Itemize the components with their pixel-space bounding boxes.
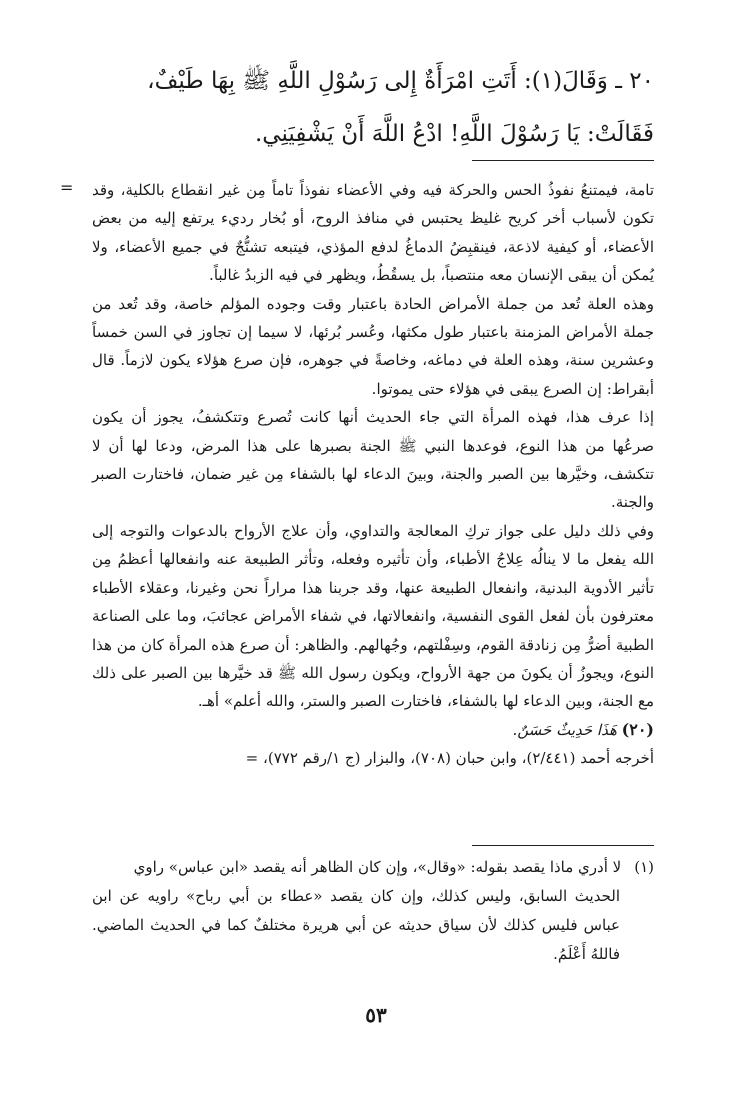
commentary-paragraph: وفي ذلك دليل على جواز تركِ المعالجة والتداوي، وأن علاج الأرواح بالدعوات والتوجه إلى الله يفعل ما لا ينالُه عِلاجُ الأطباء، وأن تأثيره وفعله، وتأثر الطبيعة عنه وانفعالها أعظمُ مِن تأثير الأدوية البدنية، وانفعال الطبيعة عنها، وقد جربنا هذا مراراً نحن وغيرنا، وعقلاء الأطباء معترفون بأن لفعل القوى النفسية، وانفعالاتها، في شفاء الأمراض عجائبَ، وما على الصناعة الطبية أضرُّ مِن زنادقة القوم، وسِفْلتهم، وجُهالهم. والظاهر: أن صرع هذه المرأة كان من هذا النوع، ويجوزُ أن يكونَ من جهة الأرواح، ويكون رسول الله ﷺ قد خيَّرها بين الصبر على ذلك مع الجنة، وبين الدعاء لها بالشفاء، فاختارت الصبر والستر، والله أعلم» أهـ. [92, 521, 654, 711]
main-hadith-line-2: فَقَالَتْ: يَا رَسُوْلَ اللَّهِ! ادْعُ اللَّهَ أَنْ يَشْفِيَنِي. [254, 121, 654, 147]
page-number: ٥٣ [365, 1003, 387, 1027]
commentary-paragraph: وهذه العلة تُعد من جملة الأمراض الحادة باعتبار وقت وجوده المؤلم خاصة، وقد تُعد من جملة الأمراض المزمنة باعتبار طول مكثها، وعُسر بُرئها، لا سيما إن تجاوز في السن خمساً وعشرين سنة، وهذه العلة في دماغه، وخاصةً في جوهره، فإن صرع هؤلاء يكون لازماً. قال أبقراط: إن الصرع يبقى في هؤلاء حتى يموتوا. [92, 294, 654, 398]
hadith-grade: هَذَا حَدِيثٌ حَسَنٌ. [512, 720, 617, 739]
commentary-paragraph: تامة، فيمتنعُ نفوذُ الحس والحركة فيه وفي الأعضاء نفوذاً تاماً مِن غير انقطاع بالكلية، وقد تكون لأسباب أخر كريح غليظ يحتبس في منافذ الروح، أو بُخار رديء يرتفع إليه من بعض الأعضاء، أو كيفية لاذعة، فينقبِضُ الدماغُ لدفع المؤذي، فيتبعه تشنُّجٌ في جميع الأعضاء، ولا يُمكن أن يبقى الإنسان معه منتصباً، بل يسقُطُ، ويظهر في فيه الزبدُ غالباً. [92, 181, 654, 285]
footnotes-block [92, 853, 654, 969]
hadith-number-label: (٢٠) [621, 719, 654, 739]
footnote-first-line [92, 853, 654, 882]
footnote-text-rest: الحديث السابق، وليس كذلك، وإن كان يقصد «عطاء بن أبي رباح» راويه عن ابن عباس فليس كذلك لأن سياق حديثه عن أبي هريرة مختلفٌ كما في الحديث الماضي. فاللهُ أَعْلَمُ. [92, 887, 620, 963]
main-hadith-text [60, 55, 654, 161]
takhrij-line: أخرجه أحمد (٢/٤٤١)، وابن حبان (٧٠٨)، والبزار (ج ١/رقم ٧٧٢)، = [245, 749, 654, 768]
commentary-paragraph: إذا عرف هذا، فهذه المرأة التي جاء الحديث أنها كانت تُصرع وتتكشفُ، يجوز أن يكون صرعُها من هذا النوع، فوعدها النبي ﷺ الجنة بصبرها على هذا المرض، ودعا لها أن لا تتكشف، وخيَّرها بين الصبر والجنة، وبينَ الدعاء لها بالشفاء مِن غير ضمان، فاختارت الصبر والجنة. [92, 408, 654, 512]
commentary-block [92, 176, 654, 773]
footnote-text-start: لا أدري ماذا يقصد بقوله: «وقال»، وإن كان الظاهر أنه يقصد «ابن عباس» راوي [133, 858, 622, 876]
continuation-mark: = [60, 178, 74, 197]
commentary-separator [472, 160, 654, 161]
footnote-separator [472, 845, 654, 846]
hadith-grade-line [92, 716, 654, 744]
footnote-number: (١) [634, 858, 654, 876]
main-hadith-line-1: ٢٠ ـ وَقَالَ(١): أَتَتِ امْرَأَةٌ إِلى رَسُوْلِ اللَّهِ ﷺ بِهَا طَيْفٌ، [147, 68, 654, 94]
